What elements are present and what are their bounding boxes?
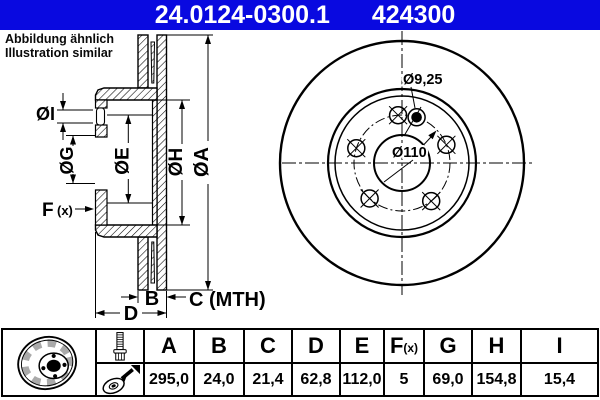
value-c: 21,4 <box>243 362 291 395</box>
label-dia-a: ØA <box>191 147 213 177</box>
col-header-i: I <box>520 330 597 362</box>
label-f: F <box>42 200 54 221</box>
disclaimer-line-en: Illustration similar <box>5 46 113 60</box>
col-header-d: D <box>291 330 339 362</box>
bolt-icon <box>95 330 143 362</box>
label-dia-e: ØE <box>112 147 134 175</box>
label-dia-g: ØG <box>57 146 77 175</box>
value-g: 69,0 <box>423 362 471 395</box>
value-e: 112,0 <box>339 362 383 395</box>
label-dia-h: ØH <box>166 147 187 177</box>
col-header-h: H <box>471 330 520 362</box>
dimensioned-hole <box>408 109 425 126</box>
label-pitch-circle: Ø110 <box>392 145 427 161</box>
brake-disc-icon <box>3 330 95 395</box>
part-number: 24.0124-0300.1 <box>154 0 330 29</box>
value-i: 15,4 <box>520 362 597 395</box>
label-c-mth: C (MTH) <box>189 289 266 311</box>
disc-arrow-icon <box>95 362 143 395</box>
label-dia-i: ØI <box>36 104 56 124</box>
spec-table <box>1 328 599 397</box>
reference-number: 424300 <box>371 0 456 29</box>
label-d: D <box>123 303 139 325</box>
label-hole-diameter: Ø9,25 <box>403 72 443 88</box>
col-header-b: B <box>193 330 243 362</box>
front-view <box>280 31 534 295</box>
value-a: 295,0 <box>143 362 193 395</box>
col-header-g: G <box>423 330 471 362</box>
col-header-c: C <box>243 330 291 362</box>
col-header-e: E <box>339 330 383 362</box>
col-header-f: F (x) <box>383 330 423 362</box>
col-header-a: A <box>143 330 193 362</box>
section-dimensions <box>57 35 213 318</box>
value-d: 62,8 <box>291 362 339 395</box>
label-b: B <box>144 288 160 310</box>
wheel-bolt-hole <box>97 108 105 125</box>
value-b: 24,0 <box>193 362 243 395</box>
disclaimer-line-de: Abbildung ähnlich <box>5 32 115 46</box>
value-f: 5 <box>383 362 423 395</box>
label-f-sub: (x) <box>57 203 73 218</box>
value-h: 154,8 <box>471 362 520 395</box>
